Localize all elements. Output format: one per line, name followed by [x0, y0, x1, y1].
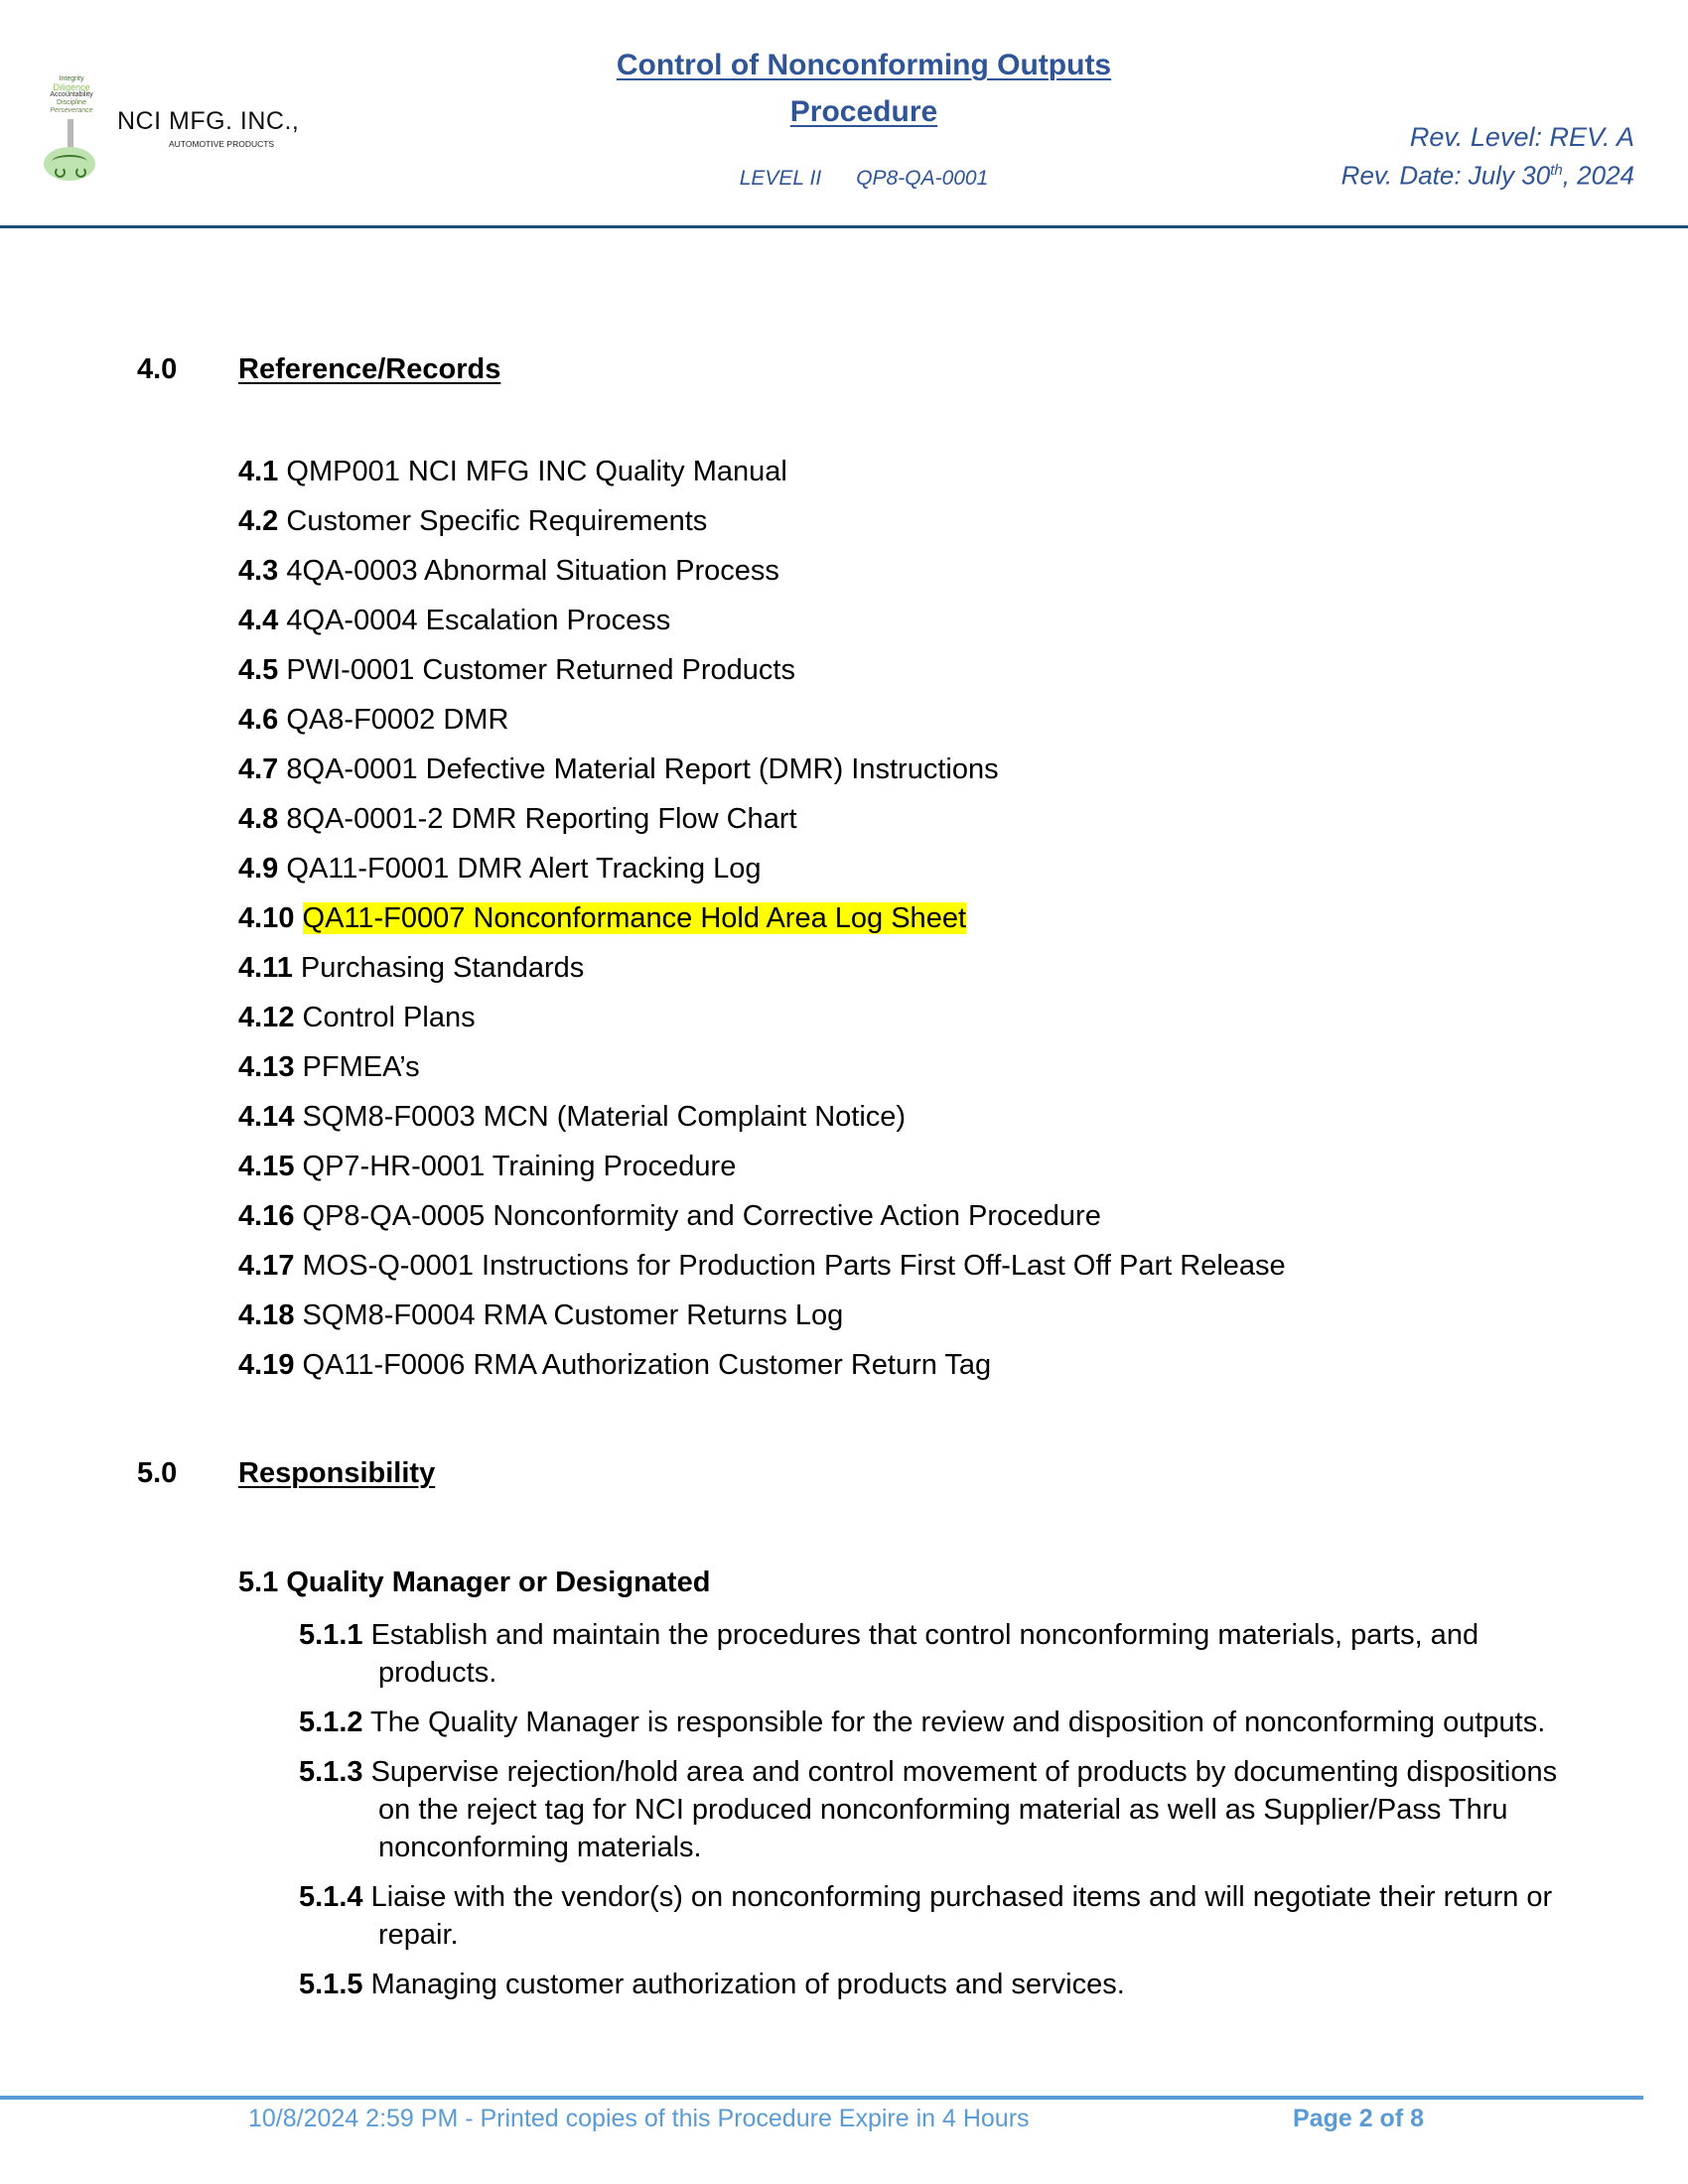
list-item: 4.7 8QA-0001 Defective Material Report (DMR) Instructions [238, 753, 999, 785]
responsibility-list [299, 1616, 1590, 2015]
section-title: Responsibility [238, 1457, 436, 1489]
company-subtitle: AUTOMOTIVE PRODUCTS [169, 139, 275, 149]
list-item: 4.19 QA11-F0006 RMA Authorization Customer Return Tag [238, 1349, 992, 1381]
document-title [556, 42, 1172, 135]
revision-date: Rev. Date: July 30th, 2024 [1340, 160, 1634, 191]
list-item: 4.5 PWI-0001 Customer Returned Products [238, 654, 795, 686]
print-expiry-note: 10/8/2024 2:59 PM - Printed copies of this Procedure Expire in 4 Hours [248, 2105, 1030, 2132]
list-item: 5.1.3 Supervise rejection/hold area and control movement of products by documenting dispositions on the reject tag for NCI produced nonconforming material as well as Supplier/Pass Thru nonconforming materials. [299, 1756, 1558, 1863]
list-item: 4.3 4QA-0003 Abnormal Situation Process [238, 555, 779, 587]
footer-divider [0, 2096, 1643, 2100]
list-item: 5.1.1 Establish and maintain the procedures that control nonconforming materials, parts, and products. [299, 1619, 1479, 1689]
list-item: 5.1.4 Liaise with the vendor(s) on nonconforming purchased items and will negotiate their return or repair. [299, 1881, 1553, 1951]
reference-list [238, 452, 1286, 1395]
document-level: LEVEL II [739, 167, 822, 190]
header-divider [0, 225, 1688, 228]
list-item: 4.11 Purchasing Standards [238, 952, 585, 984]
revision-level: Rev. Level: REV. A [1409, 122, 1634, 152]
title-line-2: Procedure [789, 95, 938, 128]
car-wheel-icon [75, 167, 86, 178]
list-item: 5.1.5 Managing customer authorization of products and services. [299, 1969, 1125, 2000]
list-item: 4.8 8QA-0001-2 DMR Reporting Flow Chart [238, 803, 797, 835]
revision-info [1341, 120, 1634, 193]
list-item: 4.6 QA8-F0002 DMR [238, 704, 509, 736]
section-title: Reference/Records [238, 353, 501, 385]
list-item: 4.4 4QA-0004 Escalation Process [238, 605, 671, 636]
section-number: 5.0 [137, 1457, 178, 1489]
car-wheel-icon [55, 167, 66, 178]
tree-trunk-icon [68, 119, 73, 149]
page-number: Page 2 of 8 [1293, 2105, 1424, 2132]
document-level-number [556, 167, 1172, 191]
list-item-highlighted: 4.10 QA11-F0007 Nonconformance Hold Area Log Sheet [238, 902, 967, 934]
page-header [0, 0, 1688, 228]
list-item: 4.17 MOS-Q-0001 Instructions for Production Parts First Off-Last Off Part Release [238, 1250, 1286, 1282]
section-number: 4.0 [137, 353, 178, 385]
title-line-1: Control of Nonconforming Outputs [616, 49, 1112, 81]
section-heading-references [137, 353, 500, 386]
list-item: 4.9 QA11-F0001 DMR Alert Tracking Log [238, 853, 762, 885]
document-number: QP8-QA-0001 [856, 167, 989, 190]
list-item: 4.2 Customer Specific Requirements [238, 505, 708, 537]
list-item: 4.13 PFMEA’s [238, 1051, 420, 1083]
logo-values-words: Integrity Diligence Accountability Discipline Perseverance [50, 75, 93, 114]
list-item: 4.14 SQM8-F0003 MCN (Material Complaint Notice) [238, 1101, 907, 1133]
company-logo [42, 75, 310, 185]
list-item: 4.18 SQM8-F0004 RMA Customer Returns Log [238, 1299, 844, 1331]
company-name: NCI MFG. INC., [117, 107, 300, 135]
list-item: 4.12 Control Plans [238, 1002, 476, 1033]
tree-car-logo-icon [42, 75, 101, 185]
section-heading-responsibility [137, 1457, 435, 1490]
list-item: 5.1.2 The Quality Manager is responsible for the review and disposition of nonconforming outputs. [299, 1706, 1546, 1738]
list-item: 4.1 QMP001 NCI MFG INC Quality Manual [238, 456, 787, 487]
list-item: 4.16 QP8-QA-0005 Nonconformity and Corrective Action Procedure [238, 1200, 1101, 1232]
subsection-heading: 5.1 Quality Manager or Designated [238, 1567, 711, 1598]
highlighted-text: QA11-F0007 Nonconformance Hold Area Log Sheet [302, 902, 967, 934]
list-item: 4.15 QP7-HR-0001 Training Procedure [238, 1151, 737, 1182]
